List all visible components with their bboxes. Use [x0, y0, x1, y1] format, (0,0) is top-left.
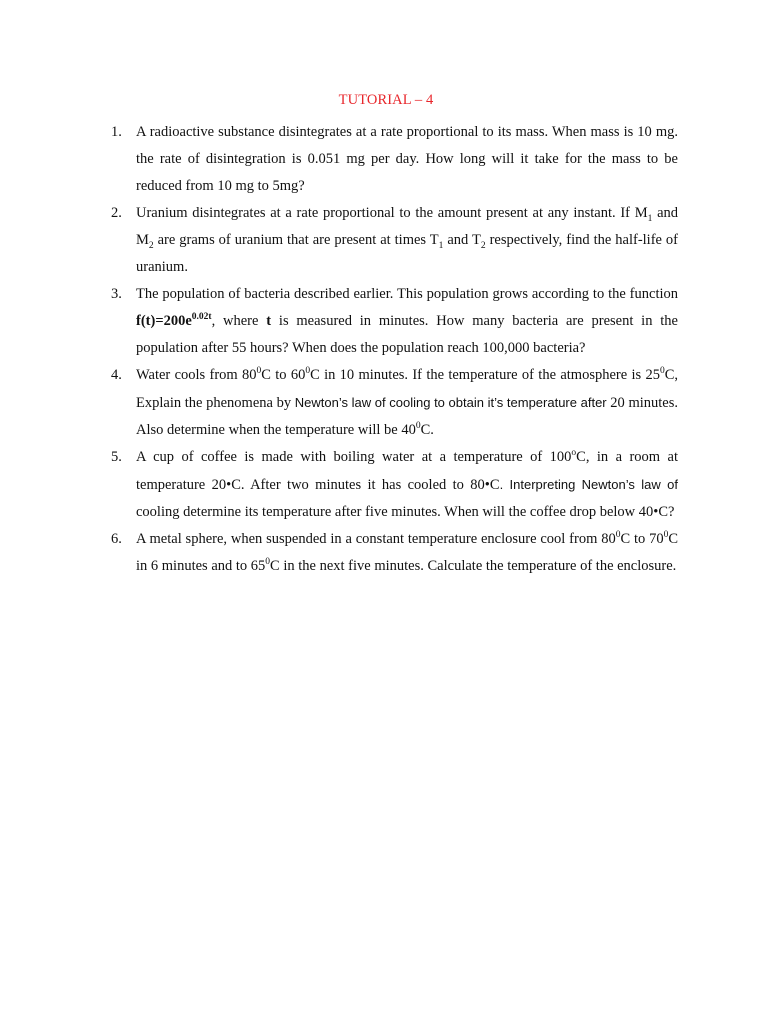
formula: f(t)=200e: [136, 313, 192, 329]
degree-mark: 0: [663, 530, 669, 541]
question-text: C, in a room at temperature 20•C. After two minutes it has cooled to 80•C: [136, 449, 678, 493]
question-text: C in 6 minutes and to 65: [136, 531, 679, 574]
question-text: C to 70: [620, 531, 664, 547]
question-text: and T: [443, 232, 481, 248]
question-text: respectively, find the half-life of uranium.: [136, 232, 679, 275]
degree-mark: o: [571, 448, 577, 459]
question-item-3: [110, 281, 678, 362]
question-text: A radioactive substance disintegrates at a rate proportional to its mass. When mass is 10 mg. the rate of disintegration is 0.051 mg per day. How long will it take for the mass to be reduced from 10 mg to 5mg?: [136, 124, 678, 194]
question-number: 1.: [111, 124, 122, 140]
question-text: and M: [136, 205, 679, 248]
degree-mark: 0: [265, 557, 271, 568]
degree-mark: 0: [659, 366, 665, 377]
question-item-4: [110, 362, 678, 444]
degree-mark: 0: [305, 366, 311, 377]
question-text: The population of bacteria described earlier. This population grows according to the function: [136, 286, 678, 302]
title-text: TUTORIAL – 4: [338, 92, 434, 108]
question-number: 4.: [111, 367, 122, 383]
question-text: is measured in minutes. How many bacteria are present in the population after 55 hours? When does the population reach 100,000 bacteria?: [136, 313, 678, 356]
degree-mark: 0: [415, 421, 421, 432]
subscript: 1: [438, 240, 444, 251]
question-number: 6.: [111, 531, 122, 547]
question-item-5: [110, 444, 678, 526]
question-text: , where: [211, 313, 267, 329]
question-number: 5.: [111, 449, 122, 465]
question-text: A cup of coffee is made with boiling water at a temperature of 100: [136, 449, 572, 465]
question-text: C, Explain the phenomena by: [136, 367, 679, 411]
formula-exponent: 0.02t: [191, 312, 212, 323]
question-number: 2.: [111, 205, 122, 221]
question-text: Uranium disintegrates at a rate proportional to the amount present at any instant. If M: [136, 205, 648, 221]
question-item-6: [110, 526, 678, 580]
question-list: [110, 119, 678, 580]
question-text: C in 10 minutes. If the temperature of the atmosphere is 25: [310, 367, 660, 383]
subscript: 2: [148, 240, 154, 251]
question-item-2: [110, 200, 678, 281]
question-text: 20 minutes. Also determine when the temperature will be 40: [136, 395, 678, 438]
question-text: are grams of uranium that are present at times T: [153, 232, 439, 248]
question-text: C in the next five minutes. Calculate the temperature of the enclosure.: [270, 558, 677, 574]
degree-mark: 0: [615, 530, 621, 541]
question-text: C.: [420, 422, 434, 438]
page-title: [0, 92, 768, 109]
question-text: C to 60: [261, 367, 306, 383]
degree-mark: 0: [256, 366, 262, 377]
subscript: 2: [480, 240, 486, 251]
question-text: A metal sphere, when suspended in a constant temperature enclosure cool from 80: [136, 531, 616, 547]
subscript: 1: [647, 213, 653, 224]
question-text: cooling determine its temperature after five minutes. When will the coffee drop below 40•C?: [136, 504, 675, 520]
question-number: 3.: [111, 286, 122, 302]
question-text-alt-font: . Interpreting Newton’s law of: [499, 477, 678, 492]
variable: t: [266, 313, 272, 329]
question-text-alt-font: Newton’s law of cooling to obtain it’s temperature after: [294, 395, 607, 410]
question-text: Water cools from 80: [136, 367, 257, 383]
question-item-1: [110, 119, 678, 200]
